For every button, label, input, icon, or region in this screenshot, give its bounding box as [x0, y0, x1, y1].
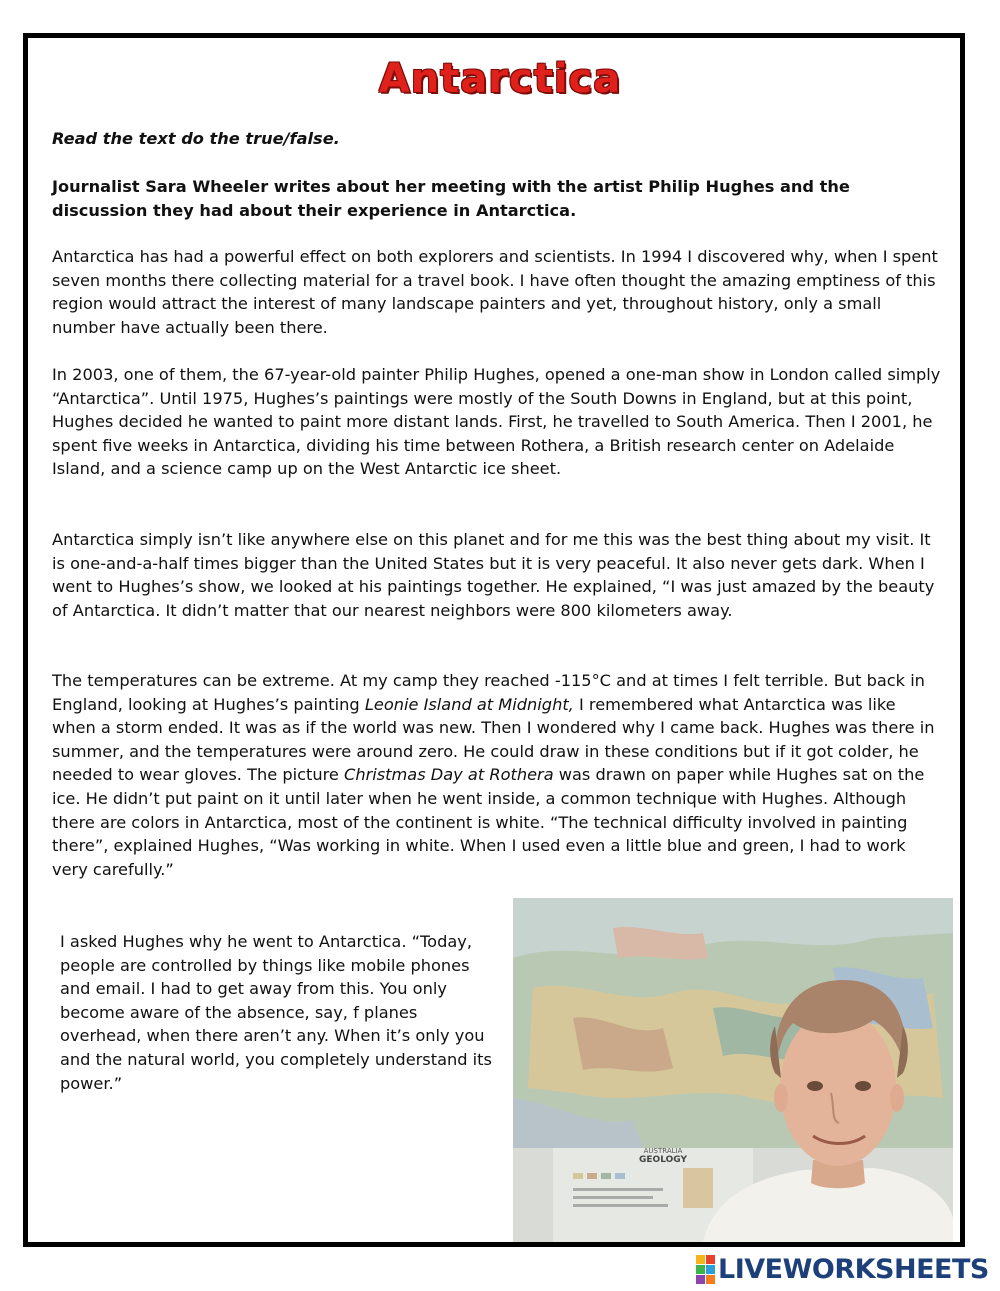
portrait-photo: [513, 898, 953, 1242]
paragraph-4-part-b: I remembered what Antarctica was like when a storm ended. It was as if the world was new. Then I wondered why I came back. Hughes was there in summer, and the temperatures were around zero. He could draw in these conditions but if it got colder, he needed to wear gloves. The picture: [52, 694, 935, 785]
page-title: Antarctica: [378, 56, 622, 102]
intro-text: Journalist Sara Wheeler writes about her meeting with the artist Philip Hughes and the discussion they had about their experience in Antarctica.: [52, 177, 850, 220]
map-label-australia: AUSTRALIA: [643, 1147, 683, 1155]
map-label-geology: GEOLOGY: [639, 1155, 687, 1165]
painting-title-leonie-island: Leonie Island at Midnight,: [364, 694, 574, 714]
logo-wordmark: LIVEWORKSHEETS: [718, 1253, 989, 1285]
quote-paragraph: I asked Hughes why he went to Antarctica. “Today, people are controlled by things like mobile phones and email. I had to get away from this. You only become aware of the absence, say, f planes overhead, when there aren’t any. When it’s only you and the natural world, you completely understand its power.”: [60, 932, 492, 1093]
logo-block: [706, 1265, 715, 1274]
logo-block: [696, 1275, 705, 1284]
paragraph-3: Antarctica simply isn’t like anywhere else on this planet and for me this was the best thing about my visit. It is one-and-a-half times bigger than the United States but it is very peaceful. It also never gets dark. When I went to Hughes’s show, we looked at his paintings together. He explained, “I was just amazed by the beauty of Antarctica. It didn’t matter that our nearest neighbors were 800 kilometers away.: [52, 530, 935, 620]
paragraph-4: [52, 669, 944, 881]
paragraph-2: In 2003, one of them, the 67-year-old painter Philip Hughes, opened a one-man show in London called simply “Antarctica”. Until 1975, Hughes’s paintings were mostly of the South Downs in England, but at this point, Hughes decided he wanted to paint more distant lands. First, he travelled to South America. Then I 2001, he spent five weeks in Antarctica, dividing his time between Rothera, a British research center on Adelaide Island, and a science camp up on the West Antarctic ice sheet.: [52, 365, 941, 479]
logo-block: [706, 1275, 715, 1284]
portrait-illustration: [513, 898, 953, 1242]
logo-block: [706, 1255, 715, 1264]
painting-title-christmas-day: Christmas Day at Rothera: [344, 765, 554, 785]
logo-block: [696, 1265, 705, 1274]
logo-blocks-icon: [696, 1255, 715, 1284]
paragraph-1: Antarctica has had a powerful effect on both explorers and scientists. In 1994 I discovered why, when I spent seven months there collecting material for a travel book. I have often thought the amazing emptiness of this region would attract the interest of many landscape painters and yet, throughout history, only a small number have actually been there.: [52, 247, 938, 337]
paragraph-4-part-c: was drawn on paper while Hughes sat on the ice. He didn’t put paint on it until later when he went inside, a common technique with Hughes. Although there are colors in Antarctica, most of the continent is white. “The technical difficulty involved in painting there”, explained Hughes, “Was working in white. When I used even a little blue and green, I had to work very carefully.”: [52, 765, 925, 879]
liveworksheets-logo: [696, 1254, 989, 1284]
logo-block: [696, 1255, 705, 1264]
paragraph-4-part-a: The temperatures can be extreme. At my camp they reached -115°C and at times I felt terrible. But back in England, looking at Hughes’s painting: [52, 671, 925, 714]
instruction-text: Read the text do the true/false.: [52, 129, 340, 148]
